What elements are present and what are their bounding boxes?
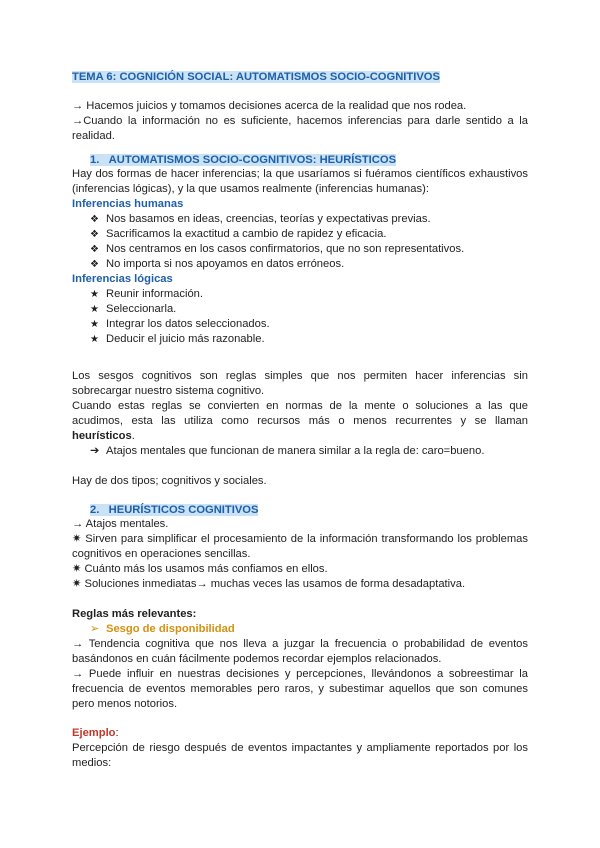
star-bullet-icon: ★ <box>90 289 99 300</box>
star-bullet-icon: ★ <box>90 334 99 345</box>
diamond-bullet-icon: ❖ <box>90 229 99 240</box>
atajos-line <box>72 444 528 459</box>
section-2-title: HEURÍSTICOS COGNITIVOS <box>108 504 259 516</box>
inferencias-humanas-list <box>72 212 528 272</box>
sesgos-end: . <box>131 430 135 442</box>
intro-line-1: → Hacemos juicios y tomamos decisiones acerca de la realidad que nos rodea. <box>72 100 467 112</box>
ejemplo-text: Percepción de riesgo después de eventos impactantes y ampliamente reportados por los medios: <box>72 742 528 769</box>
list-item-text: Integrar los datos seleccionados. <box>106 318 270 330</box>
list-item-text: Nos centramos en los casos confirmatorios, que no son representativos. <box>106 243 465 255</box>
sesgo-disponibilidad-item <box>72 622 528 637</box>
list-item <box>72 317 528 332</box>
list-item <box>72 287 528 302</box>
list-item <box>72 302 528 317</box>
arrow-right-icon: ➔ <box>90 445 100 457</box>
diamond-bullet-icon: ❖ <box>90 214 99 225</box>
inferencias-logicas-list <box>72 287 528 347</box>
ejemplo-colon: : <box>115 727 119 739</box>
section-1-text: Hay dos formas de hacer inferencias; la que usaríamos si fuéramos científicos exhaustivos (inferencias lógicas), y la que usamos realmente (inferencias humanas): <box>72 168 528 195</box>
section-1-heading <box>72 153 528 167</box>
section-2-line-3: ✷ Cuánto más los usamos más confiamos en ellos. <box>72 563 328 575</box>
reglas-paragraph-2: → Puede influir en nuestras decisiones y percepciones, llevándonos a sobreestimar la frecuencia de eventos memorables pero raros, y subestimar aquellos que son comunes pero menos notorios. <box>72 668 528 710</box>
star-bullet-icon: ★ <box>90 319 99 330</box>
title-text: TEMA 6: COGNICIÓN SOCIAL: AUTOMATISMOS SOCIO-COGNITIVOS <box>72 71 440 83</box>
atajos-text: Atajos mentales que funcionan de manera similar a la regla de: caro=bueno. <box>106 445 485 457</box>
section-2-line-2: ✷ Sirven para simplificar el procesamiento de la información transformando los problemas cognitivos en operaciones sencillas. <box>72 533 528 560</box>
reglas-heading: Reglas más relevantes: <box>72 608 197 620</box>
list-item <box>72 242 528 257</box>
section-1-title: AUTOMATISMOS SOCIO-COGNITIVOS: HEURÍSTICOS <box>108 154 397 166</box>
diamond-bullet-icon: ❖ <box>90 259 99 270</box>
sesgo-disponibilidad-label: Sesgo de disponibilidad <box>106 623 235 635</box>
sesgos-text: Cuando estas reglas se convierten en normas de la mente o soluciones a las que acudimos, esta las utiliza como recursos más o menos recurrentes y se llaman <box>72 400 528 427</box>
list-item <box>72 257 528 272</box>
ejemplo-label: Ejemplo <box>72 727 116 739</box>
list-item <box>72 227 528 242</box>
section-1-number: 1. <box>90 154 100 166</box>
list-item-text: Sacrificamos la exactitud a cambio de rapidez y eficacia. <box>106 228 387 240</box>
heuristicos-term: heurísticos <box>72 430 132 442</box>
list-item-text: Reunir información. <box>106 288 204 300</box>
tipos-line: Hay de dos tipos; cognitivos y sociales. <box>72 475 267 487</box>
reglas-paragraph-1: → Tendencia cognitiva que nos lleva a juzgar la frecuencia o probabilidad de eventos basándonos en cuán fácilmente podemos recordar ejemplos relacionados. <box>72 638 528 665</box>
list-item <box>72 212 528 227</box>
list-item <box>72 332 528 347</box>
diamond-bullet-icon: ❖ <box>90 244 99 255</box>
sesgos-paragraph-1: Los sesgos cognitivos son reglas simples que nos permiten hacer inferencias sin sobrecargar nuestro sistema cognitivo. <box>72 370 528 397</box>
section-2-line-4: ✷ Soluciones inmediatas→ muchas veces las usamos de forma desadaptativa. <box>72 578 466 590</box>
section-2-heading <box>72 503 528 517</box>
star-bullet-icon: ★ <box>90 304 99 315</box>
section-2-number: 2. <box>90 504 100 516</box>
list-item-text: Nos basamos en ideas, creencias, teorías y expectativas previas. <box>106 213 431 225</box>
arrowhead-bullet-icon: ➢ <box>90 623 100 635</box>
sesgos-paragraph-2 <box>72 399 528 444</box>
document-page <box>72 70 528 771</box>
document-title <box>72 70 528 84</box>
ejemplo-label-line <box>72 726 528 741</box>
section-2-line-1: → Atajos mentales. <box>72 518 169 530</box>
inferencias-logicas-heading: Inferencias lógicas <box>72 273 173 285</box>
intro-line-2: →Cuando la información no es suficiente, hacemos inferencias para darle sentido a la realidad. <box>72 115 528 142</box>
inferencias-humanas-heading: Inferencias humanas <box>72 198 184 210</box>
list-item-text: Seleccionarla. <box>106 303 177 315</box>
list-item-text: No importa si nos apoyamos en datos erróneos. <box>106 258 345 270</box>
list-item-text: Deducir el juicio más razonable. <box>106 333 265 345</box>
